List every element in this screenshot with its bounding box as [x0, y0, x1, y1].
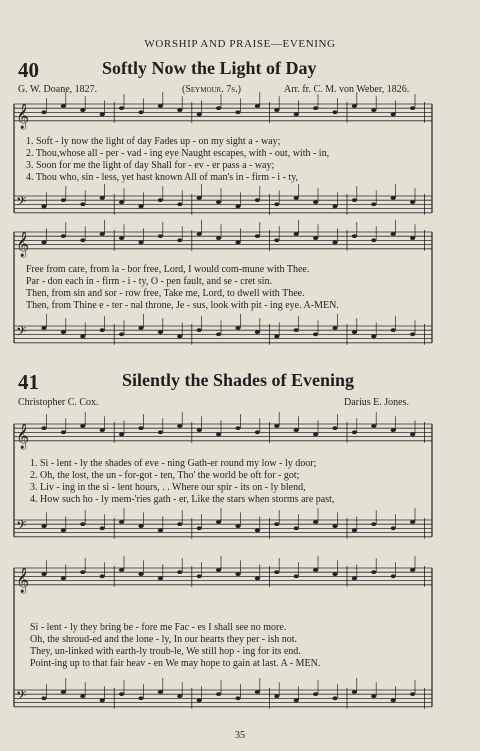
note-head: [371, 238, 376, 242]
note-head: [119, 520, 124, 524]
note-head: [371, 522, 376, 526]
verse-line: They, un-linked with earth-ly troub-le, We still hop - ing for its end.: [30, 646, 301, 657]
note-head: [313, 520, 318, 524]
note-head: [216, 520, 221, 524]
note-head: [41, 426, 46, 430]
verse-line: 3. Liv - ing in the si - lent hours, . . Where our spir - its on - ly blend,: [30, 482, 306, 493]
note-head: [294, 526, 299, 530]
note-head: [391, 699, 396, 703]
note-head: [352, 690, 357, 694]
note-head: [61, 577, 66, 581]
note-head: [255, 330, 260, 334]
note-head: [100, 196, 105, 200]
bass-clef: 𝄢: [16, 687, 27, 707]
note-head: [255, 198, 260, 202]
note-head: [216, 332, 221, 336]
note-head: [41, 524, 46, 528]
note-head: [255, 529, 260, 533]
hymn-title: Silently the Shades of Evening: [122, 370, 355, 390]
hymn-tune: (Seymour. 7s.): [182, 84, 241, 95]
note-head: [177, 202, 182, 206]
note-head: [119, 568, 124, 572]
note-head: [138, 426, 143, 430]
verse-line: Oh, the shroud-ed and the lone - ly, In our hearts they per - ish not.: [30, 634, 298, 645]
note-head: [352, 234, 357, 238]
note-head: [158, 330, 163, 334]
note-head: [371, 202, 376, 206]
note-head: [197, 574, 202, 578]
note-head: [119, 433, 124, 437]
page-header: WORSHIP AND PRAISE—EVENING: [144, 38, 336, 50]
note-head: [274, 570, 279, 574]
note-head: [100, 113, 105, 117]
note-head: [352, 198, 357, 202]
treble-clef: 𝄞: [16, 567, 30, 593]
note-head: [177, 108, 182, 112]
note-head: [216, 236, 221, 240]
note-head: [197, 428, 202, 432]
note-head: [332, 205, 337, 209]
note-head: [410, 106, 415, 110]
note-head: [119, 332, 124, 336]
note-head: [138, 205, 143, 209]
note-head: [371, 570, 376, 574]
note-head: [41, 241, 46, 245]
note-head: [100, 328, 105, 332]
note-head: [197, 699, 202, 703]
note-head: [332, 524, 337, 528]
verse-line: 2. Thou,whose all - per - vad - ing eye Naught escapes, with - out, with - in,: [26, 148, 330, 159]
note-head: [80, 108, 85, 112]
note-head: [61, 234, 66, 238]
note-head: [197, 526, 202, 530]
note-head: [235, 110, 240, 114]
note-head: [80, 424, 85, 428]
note-head: [158, 198, 163, 202]
note-head: [177, 522, 182, 526]
note-head: [177, 335, 182, 339]
note-head: [274, 335, 279, 339]
note-head: [294, 196, 299, 200]
note-head: [80, 202, 85, 206]
note-head: [235, 205, 240, 209]
verse-line: Point-ing up to that fair heav - en We may hope to gain at last. A - MEN.: [30, 658, 321, 669]
verse-line: 4. Thou who, sin - less, yet hast known All of man's in - firm - i - ty,: [26, 172, 299, 183]
note-head: [294, 113, 299, 117]
note-head: [100, 428, 105, 432]
note-head: [294, 328, 299, 332]
note-head: [61, 330, 66, 334]
note-head: [235, 426, 240, 430]
note-head: [119, 236, 124, 240]
treble-clef: 𝄞: [16, 231, 30, 257]
note-head: [158, 104, 163, 108]
note-head: [235, 572, 240, 576]
note-head: [313, 433, 318, 437]
verse-line: 3. Soon for me the light of day Shall for - ev - er pass a - way;: [26, 160, 275, 171]
verse-line: 2. Oh, the lost, the un - for-got - ten, Tho' the world be oft for - got;: [30, 470, 300, 481]
note-head: [119, 200, 124, 204]
note-head: [216, 568, 221, 572]
verse-line: Free from care, from la - bor free, Lord, I would com-mune with Thee.: [26, 264, 310, 275]
note-head: [410, 200, 415, 204]
note-head: [371, 694, 376, 698]
note-head: [255, 234, 260, 238]
note-head: [100, 526, 105, 530]
note-head: [294, 574, 299, 578]
note-head: [410, 433, 415, 437]
note-head: [119, 692, 124, 696]
note-head: [274, 694, 279, 698]
note-head: [410, 568, 415, 572]
note-head: [197, 232, 202, 236]
note-head: [313, 236, 318, 240]
verse-line: Then, from Thine e - ter - nal throne, Je - sus, look with pit - ing eye. A-MEN.: [26, 300, 339, 311]
treble-clef: 𝄞: [16, 423, 30, 449]
verse-line: Then, from sin and sor - row free, Take me, Lord, to dwell with Thee.: [26, 288, 305, 299]
note-head: [255, 430, 260, 434]
note-head: [255, 104, 260, 108]
note-head: [41, 572, 46, 576]
note-head: [274, 238, 279, 242]
note-head: [313, 106, 318, 110]
note-head: [235, 241, 240, 245]
note-head: [41, 205, 46, 209]
note-head: [332, 241, 337, 245]
hymn-number: 41: [18, 370, 39, 394]
note-head: [80, 570, 85, 574]
note-head: [158, 234, 163, 238]
note-head: [332, 572, 337, 576]
note-head: [371, 424, 376, 428]
note-head: [255, 577, 260, 581]
verse-line: 1. Soft - ly now the light of day Fades up - on my sight a - way;: [26, 136, 281, 147]
note-head: [391, 196, 396, 200]
hymn-author: Christopher C. Cox.: [18, 397, 99, 408]
note-head: [410, 332, 415, 336]
note-head: [216, 106, 221, 110]
verse-line: Par - don each in - firm - i - ty, O - pen fault, and se - cret sin.: [26, 276, 272, 287]
page-number: 35: [235, 730, 245, 741]
note-head: [332, 696, 337, 700]
note-head: [80, 238, 85, 242]
note-head: [274, 424, 279, 428]
note-head: [41, 326, 46, 330]
treble-clef: 𝄞: [16, 103, 30, 129]
note-head: [41, 110, 46, 114]
note-head: [158, 529, 163, 533]
note-head: [352, 577, 357, 581]
bass-clef: 𝄢: [16, 517, 27, 537]
note-head: [313, 332, 318, 336]
note-head: [41, 696, 46, 700]
note-head: [100, 232, 105, 236]
note-head: [371, 335, 376, 339]
verse-line: Si - lent - ly they bring be - fore me Fac - es I shall see no more.: [30, 622, 287, 633]
note-head: [255, 690, 260, 694]
note-head: [274, 108, 279, 112]
note-head: [138, 326, 143, 330]
note-head: [391, 113, 396, 117]
note-head: [313, 568, 318, 572]
note-head: [158, 430, 163, 434]
verse-line: 4. How such ho - ly mem-'ries gath - er, Like the stars when storms are past,: [30, 494, 335, 505]
note-head: [216, 433, 221, 437]
note-head: [177, 694, 182, 698]
note-head: [100, 699, 105, 703]
hymn-composer: Darius E. Jones.: [344, 397, 409, 408]
note-head: [410, 520, 415, 524]
note-head: [352, 430, 357, 434]
note-head: [332, 110, 337, 114]
note-head: [177, 424, 182, 428]
note-head: [61, 529, 66, 533]
note-head: [61, 430, 66, 434]
note-head: [100, 574, 105, 578]
note-head: [391, 526, 396, 530]
note-head: [177, 570, 182, 574]
note-head: [119, 106, 124, 110]
hymn-composer: Arr. fr. C. M. von Weber, 1826.: [284, 84, 410, 95]
note-head: [332, 326, 337, 330]
note-head: [80, 522, 85, 526]
note-head: [410, 236, 415, 240]
hymn-title: Softly Now the Light of Day: [102, 58, 317, 78]
note-head: [80, 335, 85, 339]
note-head: [352, 529, 357, 533]
note-head: [158, 577, 163, 581]
note-head: [391, 232, 396, 236]
note-head: [352, 104, 357, 108]
note-head: [410, 692, 415, 696]
note-head: [235, 696, 240, 700]
note-head: [61, 690, 66, 694]
note-head: [177, 238, 182, 242]
note-head: [80, 694, 85, 698]
note-head: [61, 104, 66, 108]
note-head: [274, 202, 279, 206]
note-head: [158, 690, 163, 694]
note-head: [216, 692, 221, 696]
note-head: [313, 692, 318, 696]
bass-clef: 𝄢: [16, 193, 27, 213]
note-head: [294, 232, 299, 236]
note-head: [138, 524, 143, 528]
note-head: [216, 200, 221, 204]
note-head: [138, 696, 143, 700]
note-head: [197, 113, 202, 117]
note-head: [197, 196, 202, 200]
note-head: [391, 574, 396, 578]
note-head: [294, 428, 299, 432]
note-head: [235, 326, 240, 330]
note-head: [371, 108, 376, 112]
note-head: [294, 699, 299, 703]
note-head: [391, 328, 396, 332]
note-head: [274, 522, 279, 526]
note-head: [61, 198, 66, 202]
note-head: [235, 524, 240, 528]
hymn-author: G. W. Doane, 1827.: [18, 84, 98, 95]
note-head: [138, 572, 143, 576]
note-head: [138, 110, 143, 114]
note-head: [352, 330, 357, 334]
note-head: [197, 328, 202, 332]
verse-line: 1. Si - lent - ly the shades of eve - ning Gath-er round my low - ly door;: [30, 458, 317, 469]
note-head: [332, 426, 337, 430]
note-head: [138, 241, 143, 245]
hymn-number: 40: [18, 58, 39, 82]
note-head: [313, 200, 318, 204]
bass-clef: 𝄢: [16, 323, 27, 343]
note-head: [391, 428, 396, 432]
